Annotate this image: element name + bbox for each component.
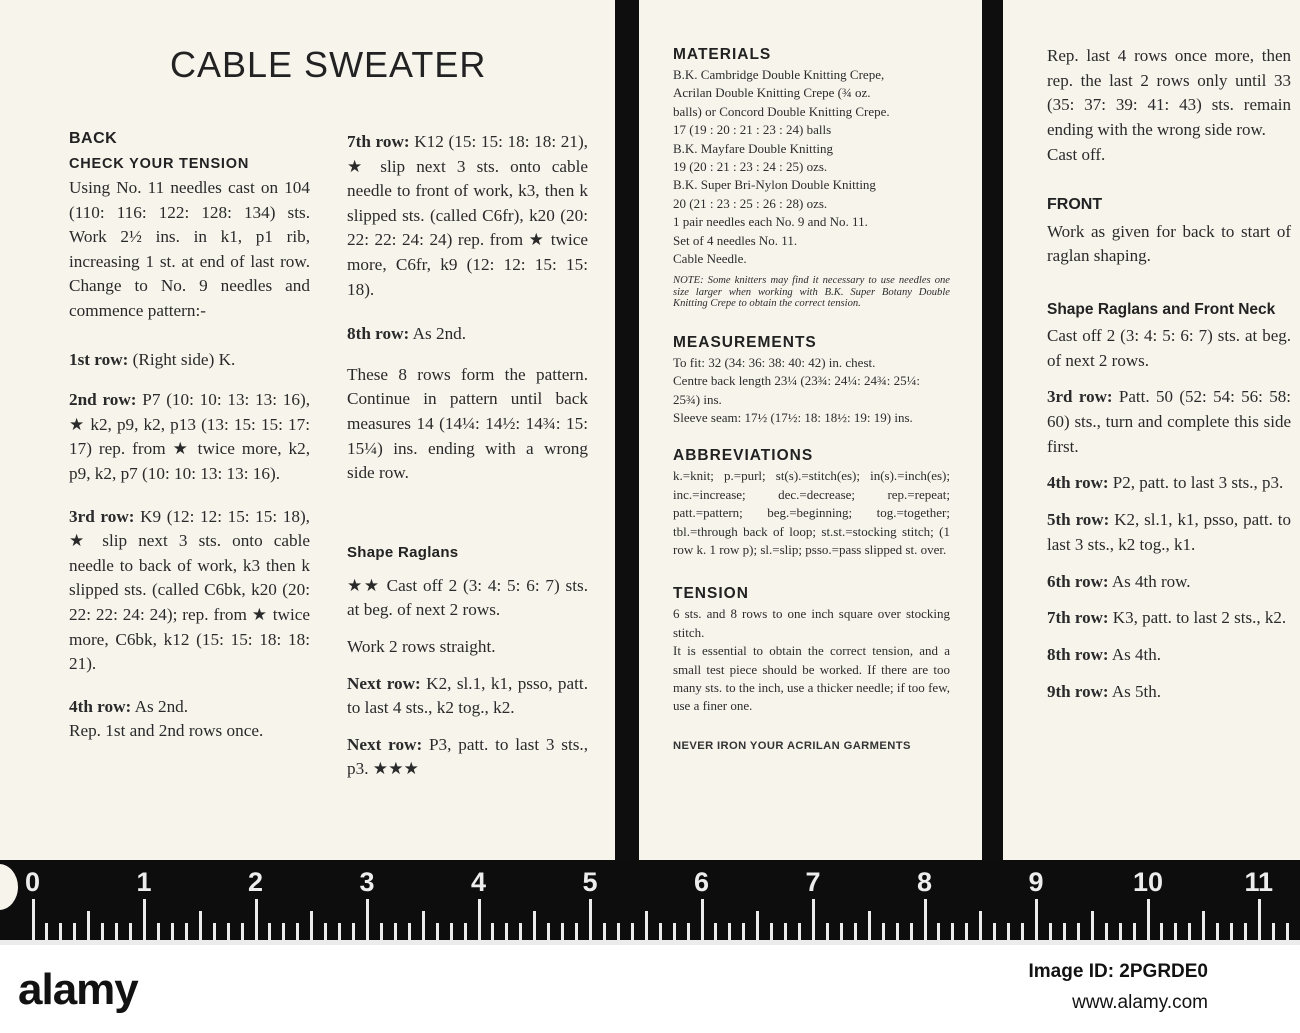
ruler-tick [575,923,578,945]
row-label: 4th row: [69,696,132,716]
raglans-cast-off: ★★ Cast off 2 (3: 4: 5: 6: 7) sts. at beg. of next 2 rows. [347,575,588,620]
ruler-tick [464,923,467,945]
pattern-row-1 [69,348,310,373]
ruler-tick [101,923,104,945]
pattern-row-2 [69,388,310,486]
measurements-heading: MEASUREMENTS [673,333,817,351]
row-text: K3, patt. to last 2 sts., k2. [1108,608,1287,628]
back-heading: BACK [69,130,118,147]
tension-line: It is essential to obtain the correct tension, and a small test piece should be worked. If there are too many sts. to the inch, use a thicker needle; if too few, use a finer one. [673,643,950,714]
ruler-tick [826,923,829,945]
row-text: K2, sl.1, k1, psso, patt. to last 3 sts., k2 tog., k1. [1047,510,1292,554]
ruler-tick [993,923,996,945]
ruler-tick [366,899,369,945]
ruler-tick [394,923,397,945]
abbreviations-text: k.=knit; p.=purl; st(s).=stitch(es); in(s).=inch(es); inc.=increase; dec.=decrease; rep.=repeat; patt.=pattern; beg.=beginning; tog.=together; tbl.=through back of loop; st.st.=stocking stitch; (1 row k. 1 row p); sl.=slip; psso.=pass slipped st. over. [673,468,950,557]
ruler-tick [1244,923,1247,945]
ruler-tick [798,923,801,945]
row-text: K12 (15: 15: 18: 18: 21), ★ slip next 3 sts. onto cable needle to front of work, k3, then k slipped sts. (called C6fr), k20 (20: 22: 22: 24: 24) rep. from ★ twice more, C6fr, k9 (12: 12: 15: 15: 18). [347,132,588,299]
materials-column [673,44,950,752]
ruler-tick [1119,923,1122,945]
ruler-number: 6 [694,867,710,897]
ruler-number: 9 [1028,867,1044,897]
ruler-tick [478,899,481,945]
ruler-tick [505,923,508,945]
page-panel-front [1003,0,1300,860]
watermark-url: www.alamy.com [1072,992,1208,1013]
ruler-tick [589,899,592,945]
row-text: P2, patt. to last 3 sts., p3. [1108,473,1284,493]
tension-line: 6 sts. and 8 rows to one inch square over stocking stitch. [673,606,950,640]
ruler-tick [171,923,174,945]
ruler-tick [924,899,927,945]
ruler-tick [450,923,453,945]
ruler-tick [1021,923,1024,945]
front-row-8 [1047,643,1291,668]
back-intro: Using No. 11 needles cast on 104 (110: 116: 122: 128: 134) sts. Work 2½ ins. in k1, p1 rib, increasing 1 st. at end of last row. Change to No. 9 needles and commence pattern:- [69,178,310,320]
ruler-tick [533,911,536,945]
front-row-4 [1047,471,1291,496]
materials-line: 1 pair needles each No. 9 and No. 11. [673,214,868,230]
ruler-tick [199,911,202,945]
row-label: 2nd row: [69,390,137,410]
ruler-tick [673,923,676,945]
ruler-tick [310,911,313,945]
ruler-tick [115,923,118,945]
row-label: 7th row: [347,132,410,151]
ruler-tick [1216,923,1219,945]
front-row-9 [1047,680,1291,705]
materials-heading: MATERIALS [673,46,772,63]
ruler-tick [338,923,341,945]
ruler-tick [1160,923,1163,945]
ruler-tick [1258,899,1261,945]
row-text: P7 (10: 10: 13: 13: 16), ★ k2, p9, k2, p13 (13: 15: 15: 17: 17) rep. from ★ twice more, k2, p9, k2, p7 (10: 10: 13: 13: 16). [69,390,311,483]
ruler-tick [1147,899,1150,945]
ruler-tick [840,923,843,945]
watermark-logo: alamy [18,965,138,1014]
row-label: 8th row: [1047,644,1109,664]
materials-line: B.K. Cambridge Double Knitting Crepe, [673,67,885,82]
measurements-list [673,354,950,428]
ruler-tick [1035,899,1038,945]
ruler-tick [73,923,76,945]
back-column-2 [347,130,588,782]
front-row-7 [1047,606,1291,631]
ruler-tick [241,923,244,945]
materials-note: NOTE: Some knitters may find it necessary to use needles one size larger when working with B.K. Super Botany Double Knitting Crepe to obtain the correct tension. [673,275,950,310]
front-intro: Work as given for back to start of raglan shaping. [1047,221,1291,266]
ruler-tick [1188,923,1191,945]
ruler-tick [1230,923,1233,945]
ruler-tick [742,923,745,945]
ruler-tick [659,923,662,945]
ruler-tick [143,899,146,945]
inch-ruler [0,860,1300,945]
ruler-tick [603,923,606,945]
ruler-tick [227,923,230,945]
ruler-tick [812,899,815,945]
ruler-tick [491,923,494,945]
measurements-line: Sleeve seam: 17½ (17½: 18: 18½: 19: 19) ins. [673,409,913,425]
ruler-number: 8 [917,867,933,897]
ruler-tick [1049,923,1052,945]
ruler-tick [645,911,648,945]
ruler-tick [380,923,383,945]
pattern-row-4 [69,695,310,720]
row-label: 3rd row: [1047,387,1113,407]
row-text: Patt. 50 (52: 54: 56: 58: 60) sts., turn and complete this side first. [1047,387,1291,456]
ruler-number: 1 [136,867,152,897]
front-row-5 [1047,508,1291,557]
ruler-number: 5 [582,867,598,897]
row-label: 9th row: [1047,681,1109,701]
cast-off: Cast off. [1047,144,1106,164]
row-label: Next row: [347,673,421,693]
pattern-repeat-note: Rep. 1st and 2nd rows once. [69,721,264,741]
tension-heading: TENSION [673,585,749,603]
ruler-tick [185,923,188,945]
measurements-line: To fit: 32 (34: 36: 38: 40: 42) in. chest. [673,354,876,370]
materials-line: Acrilan Double Knitting Crepe (¾ oz. [673,85,871,101]
ruler-tick [157,923,160,945]
row-text: As 4th. [1108,644,1161,664]
ruler-number: 4 [471,867,487,897]
row-label: 5th row: [1047,510,1110,530]
ruler-tick [255,899,258,945]
ruler-tick [770,923,773,945]
materials-line: 20 (21 : 23 : 25 : 26 : 28) ozs. [673,195,828,211]
pattern-row-7 [347,130,588,302]
materials-line: B.K. Super Bri-Nylon Double Knitting [673,177,876,193]
ruler-tick [882,923,885,945]
row-label: 8th row: [347,324,410,344]
abbreviations-heading: ABBREVIATIONS [673,447,814,465]
ruler-tick [854,923,857,945]
ruler-number: 0 [25,867,41,897]
ruler-number: 3 [359,867,375,897]
ruler-tick [422,911,425,945]
ruler-tick [728,923,731,945]
front-heading: FRONT [1047,195,1103,213]
ruler-tick [436,923,439,945]
row-label: Next row: [347,734,423,754]
raglans-next-row-2 [347,733,588,782]
ruler-number: 7 [805,867,821,897]
ruler-tick [756,911,759,945]
shape-raglans-heading: Shape Raglans [347,543,459,561]
materials-list [673,66,950,268]
row-text: P3, patt. to last 3 sts., p3. ★★★ [347,734,589,779]
ruler-number: 2 [248,867,264,897]
ruler-tick [45,923,48,945]
watermark-band [0,945,1300,1033]
front-row-3 [1047,385,1291,459]
row-text: As 2nd. [131,696,189,716]
ruler-tick [687,923,690,945]
measurements-line: Centre back length 23¼ (23¾: 24¼: 24¾: 25¼: 25¾) ins. [673,373,920,407]
ruler-tick [32,899,35,945]
ruler-tick [1063,923,1066,945]
ruler-tick [951,923,954,945]
shape-raglans-front-heading: Shape Raglans and Front Neck [1047,300,1276,318]
back-column-1 [69,128,310,744]
ruler-tick [1133,923,1136,945]
materials-line: Cable Needle. [673,251,747,267]
front-row-6 [1047,570,1291,595]
tension-subheading: CHECK YOUR TENSION [69,156,250,172]
ruler-tick [965,923,968,945]
materials-line: 19 (20 : 21 : 23 : 24 : 25) ozs. [673,159,828,175]
page-panel-materials [639,0,982,860]
ruler-tick [937,923,940,945]
tension-text [673,605,950,715]
materials-line: 17 (19 : 20 : 21 : 23 : 24) balls [673,122,832,138]
row-text: As 5th. [1108,681,1161,701]
ruler-tick [268,923,271,945]
ruler-tick [129,923,132,945]
ruler-tick [1105,923,1108,945]
ruler-tick [296,923,299,945]
ruler-tick [979,911,982,945]
ruler-tick [1007,923,1010,945]
ruler-tick [213,923,216,945]
row-text: K9 (12: 12: 15: 15: 18), ★ slip next 3 sts. onto cable needle to back of work, k3 then k slipped sts. (called C6bk, k20 (20: 22: 22: 24: 24); rep. from ★ twice more, C6bk, k12 (15: 15: 18: 18: 21). [69,506,310,674]
ruler-tick [282,923,285,945]
row-label: 3rd row: [69,506,135,526]
page-title: CABLE SWEATER [170,44,487,85]
ruler-tick [701,899,704,945]
ruler-tick [1286,923,1289,945]
ruler-tick [324,923,327,945]
ruler-tick [714,923,717,945]
materials-line: Set of 4 needles No. 11. [673,232,798,248]
ruler-tick [910,923,913,945]
row-text: As 4th row. [1108,571,1191,591]
ruler-tick [617,923,620,945]
raglans-straight: Work 2 rows straight. [347,636,496,656]
row-text: As 2nd. [409,324,467,344]
ruler-number: 11 [1244,867,1274,897]
page-panel-back [0,0,615,860]
back-continuation: Rep. last 4 rows once more, then rep. the last 2 rows only until 33 (35: 37: 39: 41: 43) sts. remain ending with the wrong side row. [1047,46,1291,140]
ruler-tick [1174,923,1177,945]
ironing-warning: NEVER IRON YOUR ACRILAN GARMENTS [673,739,911,752]
ruler-tick [352,923,355,945]
ruler-tick [408,923,411,945]
ruler-tick [784,923,787,945]
ruler-tick [1091,911,1094,945]
ruler-tick [896,923,899,945]
ruler-tick [631,923,634,945]
row-label: 4th row: [1047,473,1109,493]
pattern-row-3 [69,505,310,677]
front-column [1047,44,1291,704]
ruler-notch [0,864,18,910]
row-label: 6th row: [1047,571,1109,591]
row-label: 7th row: [1047,608,1109,628]
ruler-tick [59,923,62,945]
ruler-tick [1202,911,1205,945]
materials-line: B.K. Mayfare Double Knitting [673,140,833,156]
ruler-tick [547,923,550,945]
ruler-number: 10 [1133,867,1164,897]
ruler-tick [1272,923,1275,945]
ruler-tick [561,923,564,945]
pattern-repeat-instructions: These 8 rows form the pattern. Continue in pattern until back measures 14 (14¼: 14½: 14¾: 15: 15¼) ins. ending with a wrong side row. [347,364,588,483]
pattern-row-8 [347,322,588,347]
raglans-next-row-1 [347,672,588,721]
ruler-tick [87,911,90,945]
row-label: 1st row: [69,349,129,369]
ruler-tick [519,923,522,945]
front-cast-off: Cast off 2 (3: 4: 5: 6: 7) sts. at beg. of next 2 rows. [1047,325,1291,370]
image-id-label: Image ID: 2PGRDE0 [1028,961,1208,982]
ruler-tick [1077,923,1080,945]
materials-line: balls) or Concord Double Knitting Crepe. [673,103,890,119]
row-text: (Right side) K. [128,349,236,369]
ruler-tick [868,911,871,945]
row-text: K2, sl.1, k1, psso, patt. to last 4 sts., k2 tog., k2. [347,673,589,718]
